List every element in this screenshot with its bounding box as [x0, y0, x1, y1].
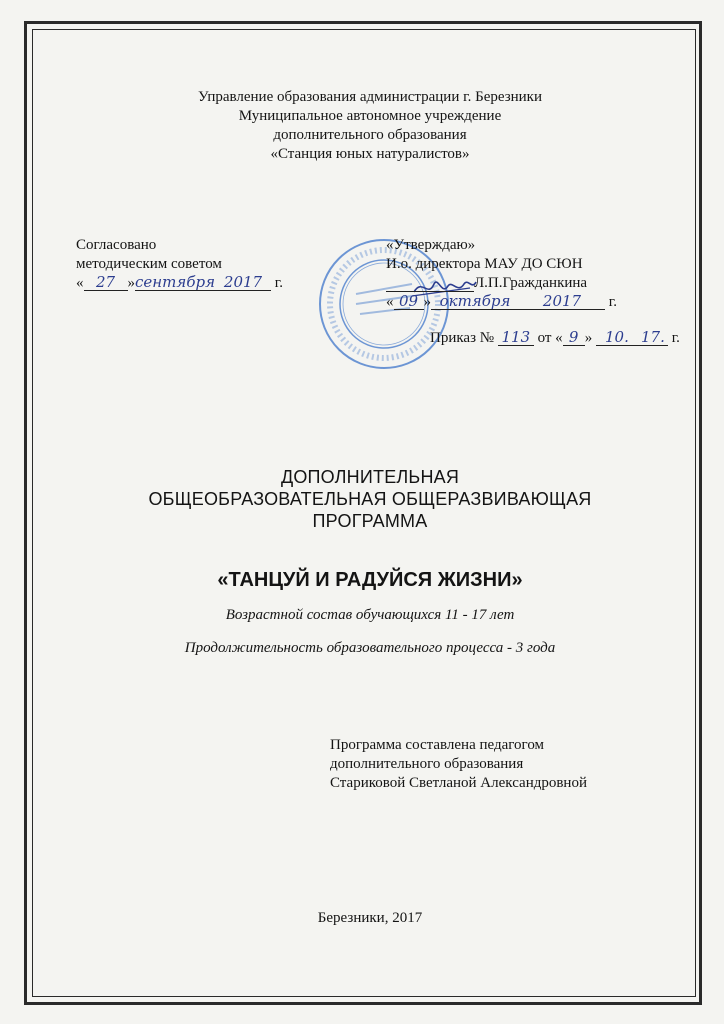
- age-group: Возрастной состав обучающихся 11 - 17 лет: [225, 607, 515, 623]
- approval-right-date: « 09 » октября 2017 г.: [386, 292, 617, 310]
- approval-right-position: И.о. директора МАУ ДО СЮН: [386, 256, 583, 272]
- city-year: Березники, 2017: [317, 910, 423, 926]
- author-line: Программа составлена педагогом: [330, 737, 545, 753]
- header-line: Управление образования администрации г. Березники: [198, 89, 542, 105]
- program-name: «ТАНЦУЙ И РАДУЙСЯ ЖИЗНИ»: [217, 569, 523, 591]
- duration: Продолжительность образовательного процесса - 3 года: [184, 640, 556, 656]
- approval-block-right: [386, 236, 617, 312]
- author-block: [330, 736, 587, 793]
- title-line: ПРОГРАММА: [312, 511, 428, 531]
- approval-left-subtitle: методическим советом: [76, 256, 222, 272]
- header-line: «Станция юных натуралистов»: [270, 146, 470, 162]
- approval-right-signer-row: [386, 274, 617, 293]
- order-month: 10.: [596, 330, 638, 346]
- order-number: 113: [498, 330, 534, 346]
- approval-block-left: [76, 236, 283, 293]
- header-line: Муниципальное автономное учреждение: [238, 108, 502, 124]
- author-line: дополнительного образования: [330, 756, 524, 772]
- approval-left-year: 2017: [215, 275, 271, 291]
- approval-right-month: октября: [431, 294, 519, 310]
- title-line: ДОПОЛНИТЕЛЬНАЯ: [280, 467, 460, 487]
- author-line: Стариковой Светланой Александровной: [330, 775, 587, 791]
- title-line: ОБЩЕОБРАЗОВАТЕЛЬНАЯ ОБЩЕРАЗВИВАЮЩАЯ: [148, 489, 592, 509]
- approval-left-date: « 27 »сентября 2017 г.: [76, 273, 283, 291]
- approval-left-title: Согласовано: [76, 237, 157, 253]
- approval-right-year: 2017: [519, 294, 605, 310]
- order-year: 17.: [638, 330, 668, 346]
- document-title: [90, 466, 650, 532]
- organization-header: [160, 88, 580, 164]
- approval-right-signer: Л.П.Гражданкина: [474, 275, 588, 291]
- order-label: Приказ №: [430, 330, 495, 346]
- order-line: Приказ № 113 от « 9 » 10. 17. г.: [430, 328, 680, 346]
- approval-left-day: 27: [84, 275, 128, 291]
- approval-left-month: сентября: [135, 273, 216, 291]
- header-line: дополнительного образования: [273, 127, 467, 143]
- approval-right-title: «Утверждаю»: [386, 237, 476, 253]
- order-day: 9: [563, 330, 585, 346]
- approval-right-day: 09: [394, 294, 424, 310]
